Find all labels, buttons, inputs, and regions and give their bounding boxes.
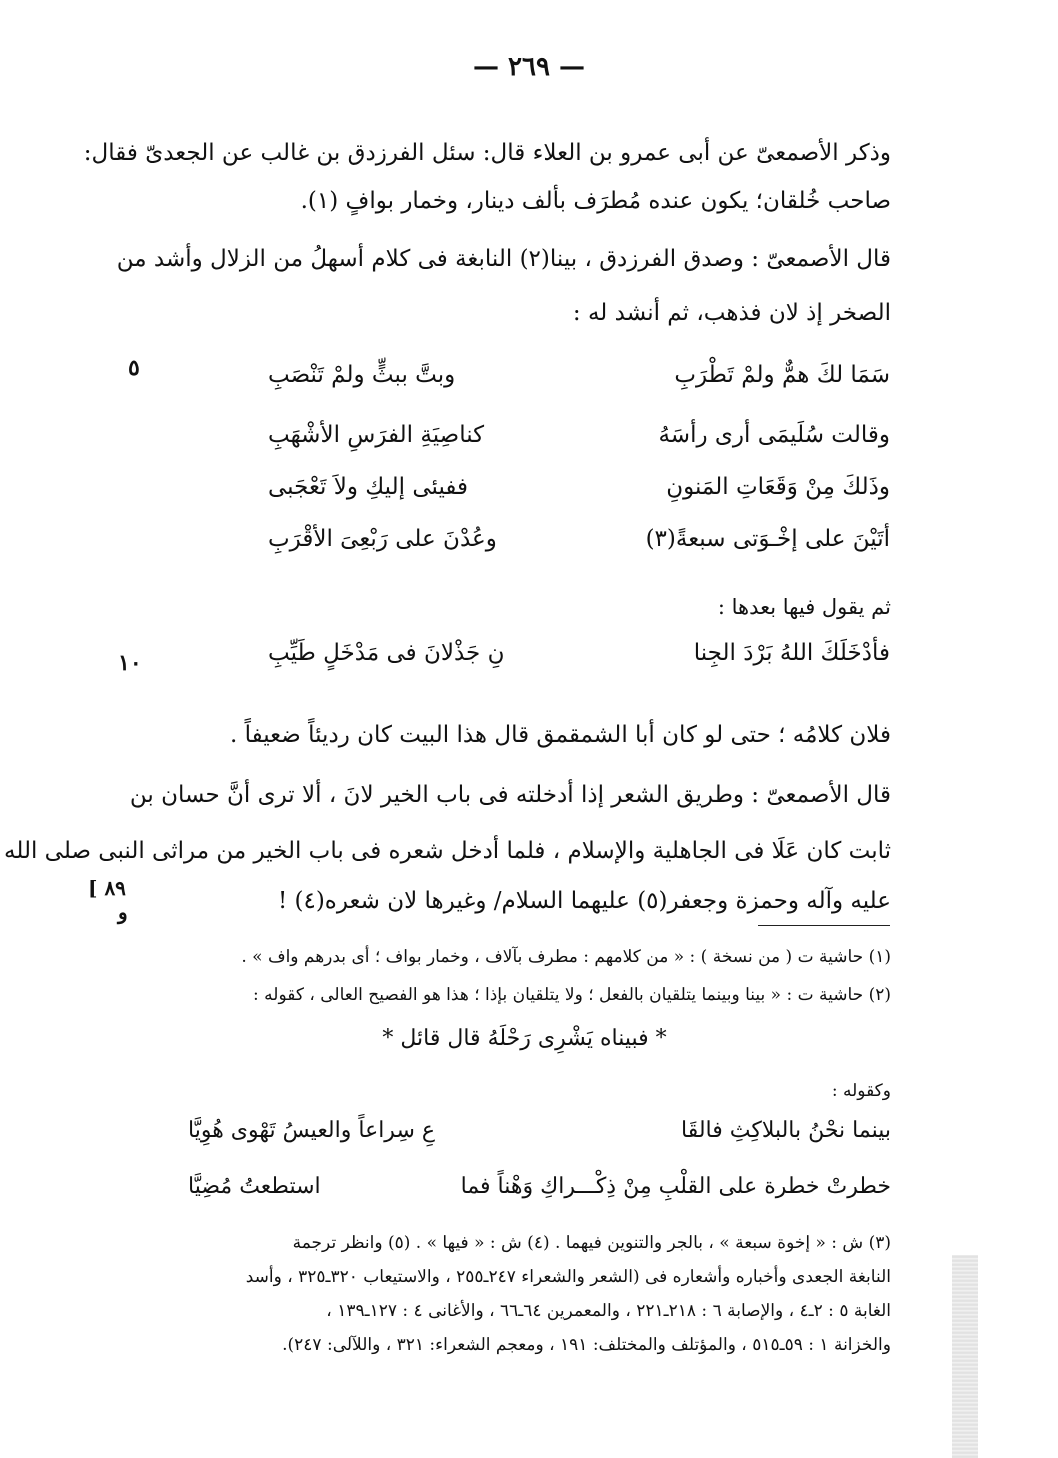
verse-hemistich-left: كناصِيَةِ الفرَسِ الأشْهَبِ bbox=[268, 422, 485, 448]
line-number-5: ٥ bbox=[128, 355, 140, 381]
folio-reference: [ ٨٩ bbox=[88, 876, 126, 900]
footnote-1: (١) حاشية ت ( من نسخة ) : « من كلامهم : مطرف بآلاف ، وخمار بواف ؛ أى بدرهم واف » . bbox=[241, 947, 891, 967]
after-poem-label: ثم يقول فيها بعدها : bbox=[717, 595, 891, 619]
footnote-verse-2 bbox=[188, 1174, 891, 1199]
verse-hemistich-left: نِ جَذْلانَ فى مَدْخَلٍ طَيِّبِ bbox=[268, 640, 505, 666]
folio-side: و bbox=[118, 900, 128, 924]
poem-verse-3 bbox=[268, 474, 890, 500]
footnote-verse-1 bbox=[188, 1118, 891, 1143]
verse-hemistich-right: بينما نحْنُ بالبلاكِثِ فالقَا bbox=[681, 1118, 891, 1143]
footnote-2: (٢) حاشية ت : « بينا وبينما يتلقيان بالفعل ؛ ولا يتلقيان بإذا ؛ هذا هو الفصيح العالى ، كقوله : bbox=[253, 985, 891, 1005]
poem-verse-4 bbox=[268, 526, 890, 552]
footnote-3-line-4: والخزانة ١ : ٥٩ـ٥١٥ ، والمؤتلف والمختلف: ١٩١ ، ومعجم الشعراء: ٣٢١ ، واللآلى: ٢٤٧). bbox=[282, 1335, 891, 1355]
verse-hemistich-right: وقالت سُلَيمَى أرى رأسَهُ bbox=[658, 422, 890, 448]
footnote-3-line-2: النابغة الجعدى وأخباره وأشعاره فى (الشعر والشعراء ٢٤٧ـ٢٥٥ ، والاستيعاب ٣٢٠ـ٣٢٥ ، وأسد bbox=[245, 1267, 891, 1287]
verse-hemistich-left: ففيئى إليكِ ولاَ تَعْجَبى bbox=[268, 474, 469, 500]
paragraph-4-line-2: ثابت كان عَلَا فى الجاهلية والإسلام ، فلما أدخل شعره فى باب الخير من مراثى النبى صلى الله bbox=[4, 838, 891, 864]
poem-2-verse bbox=[268, 640, 890, 666]
paragraph-4-line-1: قال الأصمعىّ : وطريق الشعر إذا أدخلته فى باب الخير لانَ ، ألا ترى أنَّ حسان بن bbox=[129, 782, 891, 808]
page-number: — ٢٦٩ — bbox=[472, 52, 586, 82]
verse-hemistich-right: أتَيْنَ على إخْـوَتى سبعةً(٣) bbox=[645, 526, 890, 552]
line-number-10: ١٠ bbox=[118, 650, 142, 676]
verse-hemistich-left: عِ سِراعاً والعيسُ تَهْوى هُوِيَّا bbox=[188, 1118, 435, 1143]
paragraph-2-line-2: الصخر إذ لان فذهب، ثم أنشد له : bbox=[572, 300, 891, 326]
verse-hemistich-right: وذَلكَ مِنْ وَقَعَاتِ المَنونِ bbox=[666, 474, 890, 500]
verse-hemistich-left: وعُدْنَ على رَبْعِىَ الأقْرَبِ bbox=[268, 526, 497, 552]
verse-hemistich-left: وبتَّ ببثٍّ ولمْ تَنْصَبِ bbox=[268, 362, 456, 388]
paragraph-4-line-3: عليه وآله وحمزة وجعفر(٥) عليهما السلام/ وغيرها لان شعره(٤) ! bbox=[277, 888, 891, 914]
verse-hemistich-left: استطعتُ مُضِيَّا bbox=[188, 1174, 321, 1199]
paragraph-3: فلان كلامُه ؛ حتى لو كان أبا الشمقمق قال هذا البيت كان رديئاً ضعيفاً . bbox=[229, 722, 891, 748]
verse-hemistich-right: سَمَا لكَ همٌّ ولمْ تَطْرَبِ bbox=[674, 362, 890, 388]
verse-hemistich-right: فأدْخَلَكَ اللهُ بَرْدَ الجِنا bbox=[693, 640, 890, 666]
footnote-3-line-3: الغابة ٥ : ٢ـ٤ ، والإصابة ٦ : ٢١٨ـ٢٢١ ، والمعمرين ٦٤ـ٦٦ ، والأغانى ٤ : ١٢٧ـ١٣٩ ، bbox=[326, 1301, 891, 1321]
paragraph-1-line-2: صاحب خُلقان؛ يكون عنده مُطرَف بألف دينار، وخمار بوافٍ (١). bbox=[300, 188, 891, 214]
footnote-2-verse: * فبيناه يَشْرِى رَحْلَهُ قال قائل * bbox=[382, 1026, 667, 1051]
footnote-3-line-1: (٣) ش : « إخوة سبعة » ، بالجر والتنوين فيهما . (٤) ش : « فيها » . (٥) وانظر ترجمة bbox=[292, 1233, 891, 1253]
footnote-2-continuation: وكقوله : bbox=[831, 1081, 891, 1101]
paragraph-2-line-1: قال الأصمعىّ : وصدق الفرزدق ، بينا(٢) النابغة فى كلام أسهلُ من الزلال وأشد من bbox=[116, 246, 891, 272]
poem-verse-2 bbox=[268, 422, 890, 448]
scan-edge-shadow bbox=[952, 1255, 978, 1458]
poem-verse-1 bbox=[268, 362, 890, 388]
verse-hemistich-right: خطرتْ خطرة على القلْبِ مِنْ ذِكْـــراكِ وَهْناً فما bbox=[460, 1174, 891, 1199]
paragraph-1-line-1: وذكر الأصمعىّ عن أبى عمرو بن العلاء قال: سئل الفرزدق بن غالب عن الجعدىّ فقال: bbox=[83, 140, 891, 166]
footnote-divider bbox=[758, 925, 890, 926]
